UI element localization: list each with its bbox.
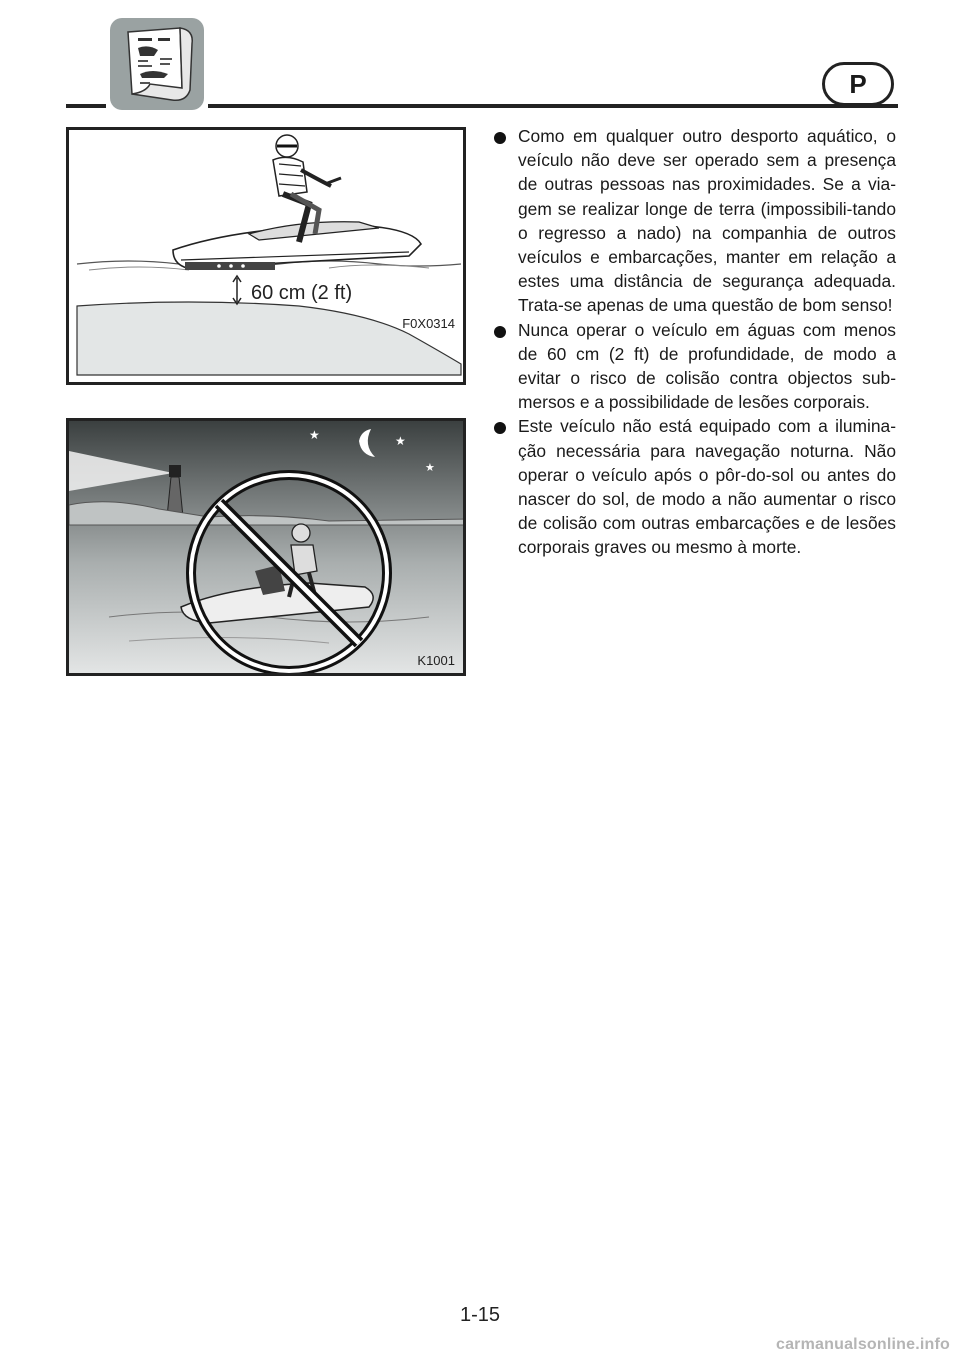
bullet-text: Este veículo não está equipado com a ilumina-ção necessária para navegação noturna. Não operar o veículo após o pôr-do-sol ou antes do nascer do sol, de modo a não aumentar o risco de colisão com outras embarcações e de lesões corporais graves ou mesmo à morte. <box>518 416 896 558</box>
page-number: 1-15 <box>459 1304 501 1326</box>
bullet-text: Como em qualquer outro desporto aquático, o veículo não deve ser operado sem a presença de outras pessoas nas proximidades. Se a via-gem se realizar longe de terra (impossibili-tando o regresso a nado) na companhia de outros veículos e embarcações, manter em relação a estes uma distância de segurança adequada. Trata-se apenas de uma questão de bom senso! <box>518 126 896 316</box>
figure-no-night <box>66 418 466 676</box>
bullet-list <box>492 124 896 560</box>
bullet-dot-icon <box>494 132 506 144</box>
section-badge <box>110 18 204 110</box>
no-night-operation-illustration <box>69 421 466 676</box>
svg-text:★: ★ <box>309 428 320 442</box>
figure-depth <box>66 127 466 385</box>
svg-text:★: ★ <box>395 434 406 448</box>
figure-code: F0X0314 <box>402 316 455 331</box>
owner-manual-icon <box>110 18 204 110</box>
list-item <box>492 124 896 318</box>
figure-code: K1001 <box>417 653 455 668</box>
depth-label: 60 cm (2 ft) <box>251 282 353 304</box>
bullet-dot-icon <box>494 326 506 338</box>
list-item <box>492 414 896 559</box>
list-item <box>492 318 896 415</box>
header-rule-right <box>208 104 898 108</box>
header-rule-left <box>66 104 106 108</box>
language-badge: P <box>822 62 894 106</box>
watercraft-depth-illustration <box>69 130 466 385</box>
watermark[interactable]: carmanualsonline.info <box>775 1336 950 1353</box>
bullet-dot-icon <box>494 422 506 434</box>
svg-text:★: ★ <box>425 461 435 474</box>
bullet-text: Nunca operar o veículo em águas com menos de 60 cm (2 ft) de profundidade, de modo a evitar o risco de colisão contra objectos sub-mersos e a possibilidade de lesões corporais. <box>518 319 896 413</box>
